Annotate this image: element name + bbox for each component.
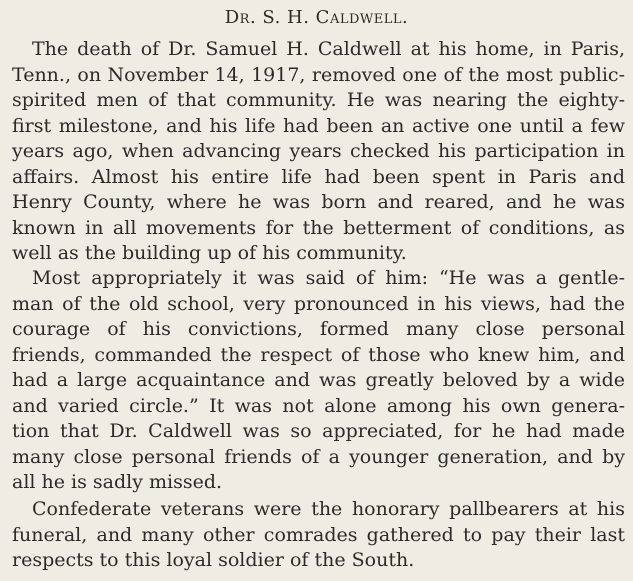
paragraph-1 — [0, 37, 633, 267]
text-line: known in all movements for the betterment of conditions, as — [12, 216, 625, 239]
text-line: friends, commanded the respect of those who knew him, and — [12, 343, 625, 366]
text-line: Confederate veterans were the honorary pallbearers at his — [32, 498, 625, 520]
text-line: years ago, when advancing years checked his participation in — [12, 140, 625, 162]
text-line: Tenn., on November 14, 1917, removed one of the most public- — [12, 63, 625, 86]
text-line: man of the old school, very pronounced in his views, had the — [12, 292, 625, 315]
text-line: courage of his convictions, formed many close personal — [12, 318, 625, 340]
text-line: Most appropriately it was said of him: “He was a gentle- — [32, 267, 625, 289]
text-line: spirited men of that community. He was nearing the eighty- — [12, 89, 625, 111]
text-line: The death of Dr. Samuel H. Caldwell at his home, in Paris, — [32, 38, 625, 60]
paragraph-2 — [0, 266, 633, 496]
text-line: many close personal friends of a younger generation, and by — [12, 445, 625, 468]
text-line: funeral, and many other comrades gathered to pay their last — [12, 523, 625, 546]
text-line: respects to this loyal soldier of the South. — [12, 549, 415, 571]
text-line: affairs. Almost his entire life had been spent in Paris and — [12, 165, 625, 188]
text-line: had a large acquaintance and was greatly beloved by a wide — [12, 369, 625, 391]
text-line: tion that Dr. Caldwell was so appreciated, for he had made — [12, 420, 625, 442]
text-line: well as the building up of his community. — [12, 242, 407, 264]
text-line: and varied circle.” It was not alone among his own genera- — [12, 394, 625, 417]
paragraph-3 — [0, 497, 633, 574]
text-line: first milestone, and his life had been an active one until a few — [12, 114, 625, 137]
text-line: Henry County, where he was born and reared, and he was — [12, 191, 625, 213]
article-title: Dr. S. H. Caldwell. — [224, 7, 409, 28]
text-line: all he is sadly missed. — [12, 471, 223, 493]
